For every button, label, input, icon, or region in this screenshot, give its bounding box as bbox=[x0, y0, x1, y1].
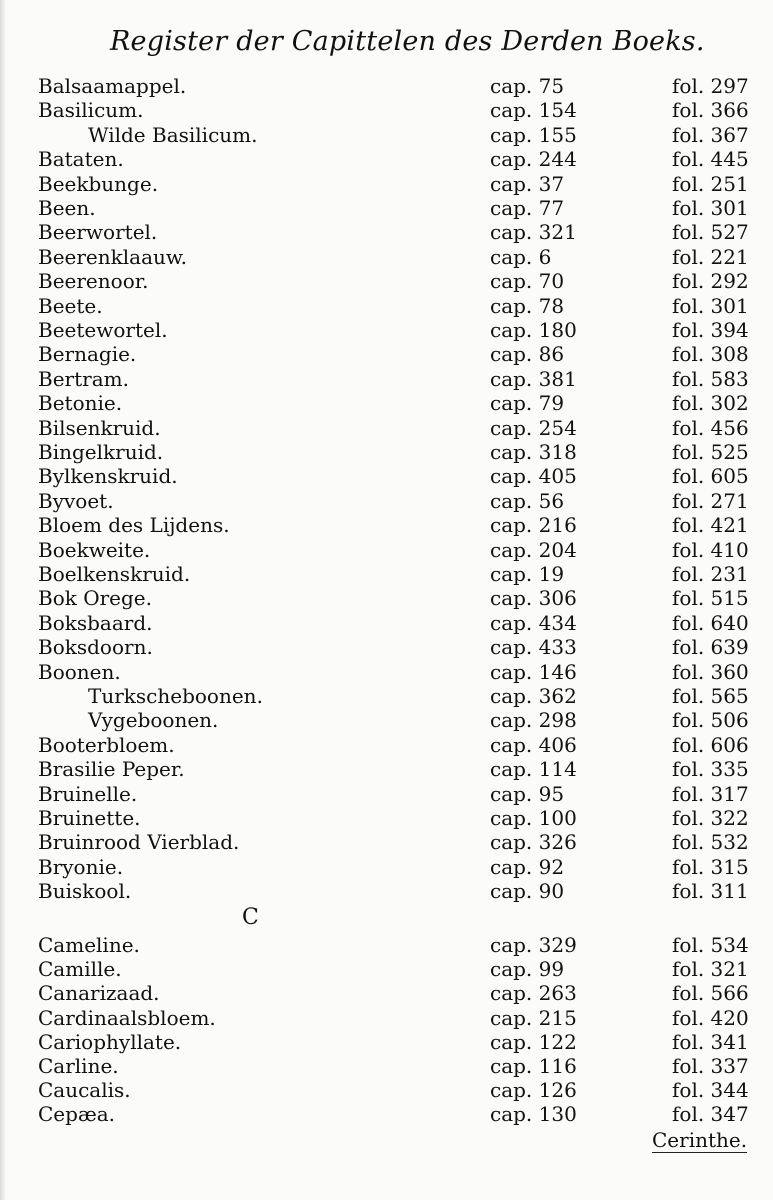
entry-chapter: cap. 254 bbox=[490, 415, 577, 440]
entry-chapter: cap. 95 bbox=[490, 781, 565, 806]
entry-folio: fol. 292 bbox=[672, 269, 749, 294]
register-entry bbox=[0, 1030, 773, 1054]
entry-folio: fol. 527 bbox=[672, 220, 749, 245]
entry-chapter: cap. 433 bbox=[490, 635, 577, 660]
entry-folio: fol. 221 bbox=[672, 244, 749, 269]
entry-name: Wilde Basilicum. bbox=[88, 122, 258, 147]
entry-folio: fol. 315 bbox=[672, 854, 749, 879]
register-entry bbox=[0, 391, 773, 415]
entry-chapter: cap. 100 bbox=[490, 806, 577, 830]
entry-chapter: cap. 306 bbox=[490, 586, 577, 611]
page-title: Register der Capittelen des Derden Boeks. bbox=[110, 26, 705, 57]
register-entry bbox=[0, 147, 773, 171]
entry-chapter: cap. 298 bbox=[490, 708, 577, 733]
entry-chapter: cap. 154 bbox=[490, 98, 577, 123]
register-entry bbox=[0, 123, 773, 147]
entry-folio: fol. 231 bbox=[672, 562, 749, 586]
entry-folio: fol. 301 bbox=[672, 293, 749, 318]
entry-folio: fol. 321 bbox=[672, 957, 749, 982]
register-entry bbox=[0, 513, 773, 537]
register-entry bbox=[0, 464, 773, 488]
register-entry bbox=[0, 245, 773, 269]
entry-chapter: cap. 326 bbox=[490, 830, 577, 855]
entry-chapter: cap. 381 bbox=[490, 366, 577, 391]
register-entry bbox=[0, 1054, 773, 1078]
register-entry bbox=[0, 489, 773, 513]
entry-name: Vygeboonen. bbox=[88, 708, 219, 733]
entry-chapter: cap. 122 bbox=[490, 1029, 577, 1054]
entry-folio: fol. 606 bbox=[672, 732, 749, 757]
entry-name: Bok Orege. bbox=[38, 586, 153, 611]
register-entry bbox=[0, 708, 773, 732]
register-entry bbox=[0, 562, 773, 586]
entry-name: Buiskool. bbox=[38, 879, 132, 904]
entry-folio: fol. 421 bbox=[672, 513, 749, 538]
entry-name: Boksbaard. bbox=[38, 610, 153, 635]
entry-name: Carline. bbox=[38, 1054, 119, 1078]
entry-name: Canarizaad. bbox=[38, 981, 160, 1006]
entry-chapter: cap. 116 bbox=[490, 1054, 577, 1078]
entry-name: Cepæa. bbox=[38, 1102, 116, 1127]
entry-folio: fol. 565 bbox=[672, 684, 749, 708]
entry-chapter: cap. 155 bbox=[490, 122, 577, 147]
entry-folio: fol. 506 bbox=[672, 708, 749, 733]
entry-chapter: cap. 244 bbox=[490, 147, 577, 172]
entry-name: Cariophyllate. bbox=[38, 1029, 182, 1054]
register-entry bbox=[0, 782, 773, 806]
entry-folio: fol. 344 bbox=[672, 1078, 749, 1103]
entry-folio: fol. 445 bbox=[672, 147, 749, 172]
entry-folio: fol. 251 bbox=[672, 171, 749, 196]
entry-name: Bylkenskruid. bbox=[38, 464, 178, 489]
entry-name: Bruinelle. bbox=[38, 781, 138, 806]
entry-chapter: cap. 86 bbox=[490, 342, 565, 367]
entry-name: Bilsenkruid. bbox=[38, 415, 161, 440]
register-entry bbox=[0, 342, 773, 366]
register-entry bbox=[0, 879, 773, 903]
catchword: Cerinthe. bbox=[652, 1128, 748, 1152]
entry-name: Bruinette. bbox=[38, 806, 141, 830]
entry-name: Bernagie. bbox=[38, 342, 137, 367]
register-entry bbox=[0, 933, 773, 957]
entry-chapter: cap. 146 bbox=[490, 659, 577, 684]
entry-chapter: cap. 75 bbox=[490, 74, 565, 98]
entry-chapter: cap. 19 bbox=[490, 562, 565, 586]
entry-folio: fol. 640 bbox=[672, 610, 749, 635]
register-entry bbox=[0, 172, 773, 196]
entry-folio: fol. 301 bbox=[672, 196, 749, 220]
entry-folio: fol. 639 bbox=[672, 635, 749, 660]
register-entry bbox=[0, 220, 773, 244]
entry-folio: fol. 420 bbox=[672, 1005, 749, 1030]
entry-chapter: cap. 329 bbox=[490, 933, 577, 957]
entry-chapter: cap. 321 bbox=[490, 220, 577, 245]
entry-folio: fol. 456 bbox=[672, 415, 749, 440]
entry-chapter: cap. 216 bbox=[490, 513, 577, 538]
entry-folio: fol. 566 bbox=[672, 981, 749, 1006]
entry-name: Booterbloem. bbox=[38, 732, 175, 757]
entry-chapter: cap. 362 bbox=[490, 684, 577, 708]
entry-folio: fol. 394 bbox=[672, 318, 749, 342]
entry-name: Boekweite. bbox=[38, 537, 151, 562]
entry-name: Caucalis. bbox=[38, 1078, 131, 1103]
register-entry bbox=[0, 684, 773, 708]
entry-name: Boelkenskruid. bbox=[38, 562, 191, 586]
entry-name: Beete. bbox=[38, 293, 103, 318]
register-entry bbox=[0, 367, 773, 391]
register-entry bbox=[0, 586, 773, 610]
entry-folio: fol. 335 bbox=[672, 757, 749, 782]
entry-folio: fol. 341 bbox=[672, 1029, 749, 1054]
register-entry bbox=[0, 269, 773, 293]
entry-chapter: cap. 405 bbox=[490, 464, 577, 489]
register-entry bbox=[0, 440, 773, 464]
entry-chapter: cap. 99 bbox=[490, 957, 565, 982]
entry-chapter: cap. 215 bbox=[490, 1005, 577, 1030]
entry-folio: fol. 525 bbox=[672, 440, 749, 464]
entry-folio: fol. 366 bbox=[672, 98, 749, 123]
entry-name: Been. bbox=[38, 196, 96, 220]
entry-chapter: cap. 37 bbox=[490, 171, 565, 196]
entry-chapter: cap. 406 bbox=[490, 732, 577, 757]
entry-name: Bloem des Lijdens. bbox=[38, 513, 230, 538]
register-entry bbox=[0, 98, 773, 122]
register-entry bbox=[0, 74, 773, 98]
entry-chapter: cap. 114 bbox=[490, 757, 577, 782]
entry-chapter: cap. 70 bbox=[490, 269, 565, 294]
register-entry bbox=[0, 635, 773, 659]
entry-chapter: cap. 79 bbox=[490, 391, 565, 416]
section-letter-c: C bbox=[242, 905, 259, 930]
entry-chapter: cap. 180 bbox=[490, 318, 577, 342]
entry-name: Beerenoor. bbox=[38, 269, 149, 294]
entry-folio: fol. 347 bbox=[672, 1102, 749, 1127]
entry-folio: fol. 311 bbox=[672, 879, 749, 904]
register-entry bbox=[0, 981, 773, 1005]
register-entry bbox=[0, 757, 773, 781]
register-entry bbox=[0, 1006, 773, 1030]
register-entry bbox=[0, 294, 773, 318]
entry-name: Boksdoorn. bbox=[38, 635, 153, 660]
entry-chapter: cap. 130 bbox=[490, 1102, 577, 1127]
entry-name: Beetewortel. bbox=[38, 318, 168, 342]
entry-name: Turkscheboonen. bbox=[88, 684, 263, 708]
entry-folio: fol. 360 bbox=[672, 659, 749, 684]
entry-folio: fol. 367 bbox=[672, 122, 749, 147]
entry-chapter: cap. 6 bbox=[490, 244, 552, 269]
entry-name: Cardinaalsbloem. bbox=[38, 1005, 216, 1030]
entry-name: Balsaamappel. bbox=[38, 74, 187, 98]
register-entry bbox=[0, 611, 773, 635]
entry-folio: fol. 583 bbox=[672, 366, 749, 391]
register-entry bbox=[0, 660, 773, 684]
entry-name: Betonie. bbox=[38, 391, 123, 416]
register-entry bbox=[0, 830, 773, 854]
entry-name: Boonen. bbox=[38, 659, 121, 684]
entry-name: Cameline. bbox=[38, 933, 140, 957]
entry-folio: fol. 337 bbox=[672, 1054, 749, 1078]
entry-name: Basilicum. bbox=[38, 98, 144, 123]
register-entry bbox=[0, 196, 773, 220]
entry-folio: fol. 410 bbox=[672, 537, 749, 562]
entry-folio: fol. 532 bbox=[672, 830, 749, 855]
entry-folio: fol. 605 bbox=[672, 464, 749, 489]
entry-chapter: cap. 318 bbox=[490, 440, 577, 464]
register-entry bbox=[0, 538, 773, 562]
entry-chapter: cap. 78 bbox=[490, 293, 565, 318]
entry-folio: fol. 317 bbox=[672, 781, 749, 806]
entry-chapter: cap. 204 bbox=[490, 537, 577, 562]
entry-name: Beekbunge. bbox=[38, 171, 159, 196]
entry-name: Bertram. bbox=[38, 366, 129, 391]
register-entry bbox=[0, 1078, 773, 1102]
entry-chapter: cap. 92 bbox=[490, 854, 565, 879]
entry-chapter: cap. 56 bbox=[490, 488, 565, 513]
entry-name: Bruinrood Vierblad. bbox=[38, 830, 240, 855]
entry-folio: fol. 297 bbox=[672, 74, 749, 98]
entry-chapter: cap. 90 bbox=[490, 879, 565, 904]
entry-chapter: cap. 126 bbox=[490, 1078, 577, 1103]
register-entry bbox=[0, 806, 773, 830]
entry-chapter: cap. 263 bbox=[490, 981, 577, 1006]
register-entry bbox=[0, 1102, 773, 1126]
entry-name: Camille. bbox=[38, 957, 122, 982]
entry-name: Bingelkruid. bbox=[38, 440, 164, 464]
entry-name: Bryonie. bbox=[38, 854, 124, 879]
entry-folio: fol. 515 bbox=[672, 586, 749, 611]
entry-folio: fol. 534 bbox=[672, 933, 749, 957]
register-entry bbox=[0, 733, 773, 757]
entry-chapter: cap. 77 bbox=[490, 196, 565, 220]
entry-folio: fol. 308 bbox=[672, 342, 749, 367]
entry-name: Beerenklaauw. bbox=[38, 244, 187, 269]
entry-folio: fol. 271 bbox=[672, 488, 749, 513]
entry-folio: fol. 322 bbox=[672, 806, 749, 830]
entry-name: Beerwortel. bbox=[38, 220, 158, 245]
register-entry bbox=[0, 416, 773, 440]
register-entry bbox=[0, 318, 773, 342]
entry-folio: fol. 302 bbox=[672, 391, 749, 416]
entry-name: Byvoet. bbox=[38, 488, 114, 513]
register-entry bbox=[0, 957, 773, 981]
register-entry bbox=[0, 855, 773, 879]
entry-name: Brasilie Peper. bbox=[38, 757, 185, 782]
entry-chapter: cap. 434 bbox=[490, 610, 577, 635]
entry-name: Bataten. bbox=[38, 147, 124, 172]
